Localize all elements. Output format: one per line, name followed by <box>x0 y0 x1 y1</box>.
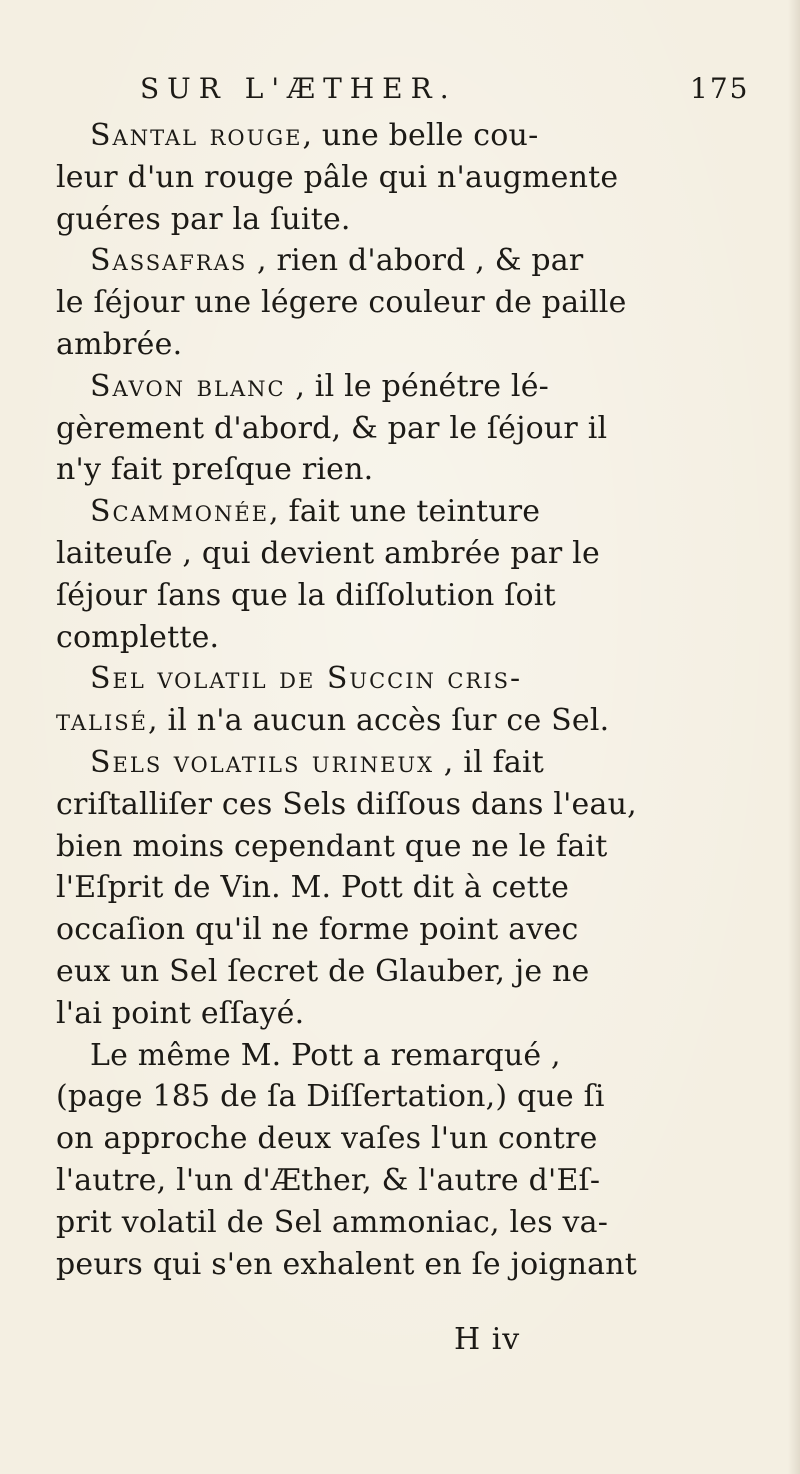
entry-first-line <box>90 241 760 281</box>
text-line <box>56 450 756 490</box>
text-line <box>56 1161 756 1201</box>
line-text: Le même M. Pott a remarqué , <box>90 1037 561 1073</box>
text-line <box>56 158 756 198</box>
text-line <box>56 1077 756 1117</box>
line-text: complette. <box>56 619 220 655</box>
line-text: occaſion qu'il ne forme point avec <box>56 912 579 948</box>
line-text: , fait une teinture <box>269 494 541 530</box>
line-text: ſéjour ſans que la diſſolution ſoit <box>56 577 556 613</box>
line-text: , une belle cou- <box>302 118 539 153</box>
signature-mark: H iv <box>454 1322 521 1357</box>
entry-heading: talisé <box>56 703 148 739</box>
entry-heading: Savon blanc <box>90 368 286 404</box>
line-text: , il n'a aucun accès ſur ce Sel. <box>147 703 610 739</box>
text-line <box>56 701 756 741</box>
text-line <box>56 910 756 950</box>
text-line <box>56 283 756 323</box>
line-text: (page 185 de ſa Diſſertation,) que ſi <box>56 1079 605 1115</box>
entry-first-line <box>90 116 760 156</box>
entry-heading: Sel volatil de Succin cris- <box>90 661 523 697</box>
text-line <box>56 1203 756 1243</box>
line-text: , rien d'abord , & par <box>247 243 584 279</box>
line-text: le ſéjour une légere couleur de paille <box>56 285 627 321</box>
text-line <box>56 325 756 365</box>
text-line <box>56 576 756 616</box>
entry-first-line <box>90 367 760 407</box>
text-line <box>56 1119 756 1159</box>
line-text: n'y fait preſque rien. <box>56 452 374 488</box>
line-text: peurs qui s'en exhalent en ſe joignant <box>56 1246 637 1282</box>
entry-first-line <box>90 1036 760 1076</box>
line-text: guéres par la ſuite. <box>56 201 351 237</box>
entry-heading: Sels volatils urineux <box>90 745 435 780</box>
text-line <box>56 952 756 992</box>
text-line <box>56 200 756 240</box>
line-text: on approche deux vaſes l'un contre <box>56 1121 598 1157</box>
text-line <box>56 994 756 1034</box>
text-line <box>56 534 756 574</box>
text-line <box>56 618 756 658</box>
entry-first-line <box>90 659 760 699</box>
entry-first-line <box>90 743 760 783</box>
page-header <box>0 72 800 112</box>
line-text: bien moins cependant que ne le fait <box>56 828 608 864</box>
line-text: l'autre, l'un d'Æther, & l'autre d'Eſ- <box>56 1163 601 1198</box>
text-line <box>56 1245 756 1285</box>
line-text: ambrée. <box>56 327 183 362</box>
line-text: eux un Sel ſecret de Glauber, je ne <box>56 954 590 989</box>
text-line <box>56 785 756 825</box>
text-line <box>56 409 756 449</box>
page-edge-shadow <box>788 0 800 1474</box>
line-text: , il le pénétre lé- <box>285 368 550 404</box>
entry-heading: Sassafras <box>90 243 248 279</box>
text-line <box>56 868 756 908</box>
line-text: gèrement d'abord, & par le ſéjour il <box>56 410 608 446</box>
line-text: laiteuſe , qui devient ambrée par le <box>56 536 600 571</box>
page-number: 175 <box>690 72 750 105</box>
text-line <box>56 827 756 867</box>
entry-heading: Scammonée <box>90 494 270 530</box>
line-text: prit volatil de Sel ammoniac, les va- <box>56 1204 609 1240</box>
line-text: criſtalliſer ces Sels diſſous dans l'eau, <box>56 786 637 822</box>
line-text: leur d'un rouge pâle qui n'augmente <box>56 159 619 195</box>
entry-heading: Santal rouge <box>90 118 303 153</box>
entry-first-line <box>90 492 760 532</box>
line-text: l'ai point eſſayé. <box>56 995 305 1031</box>
running-head: SUR L'ÆTHER. <box>140 72 457 105</box>
line-text: , il fait <box>434 745 545 780</box>
line-text: l'Eſprit de Vin. M. Pott dit à cette <box>56 870 570 906</box>
